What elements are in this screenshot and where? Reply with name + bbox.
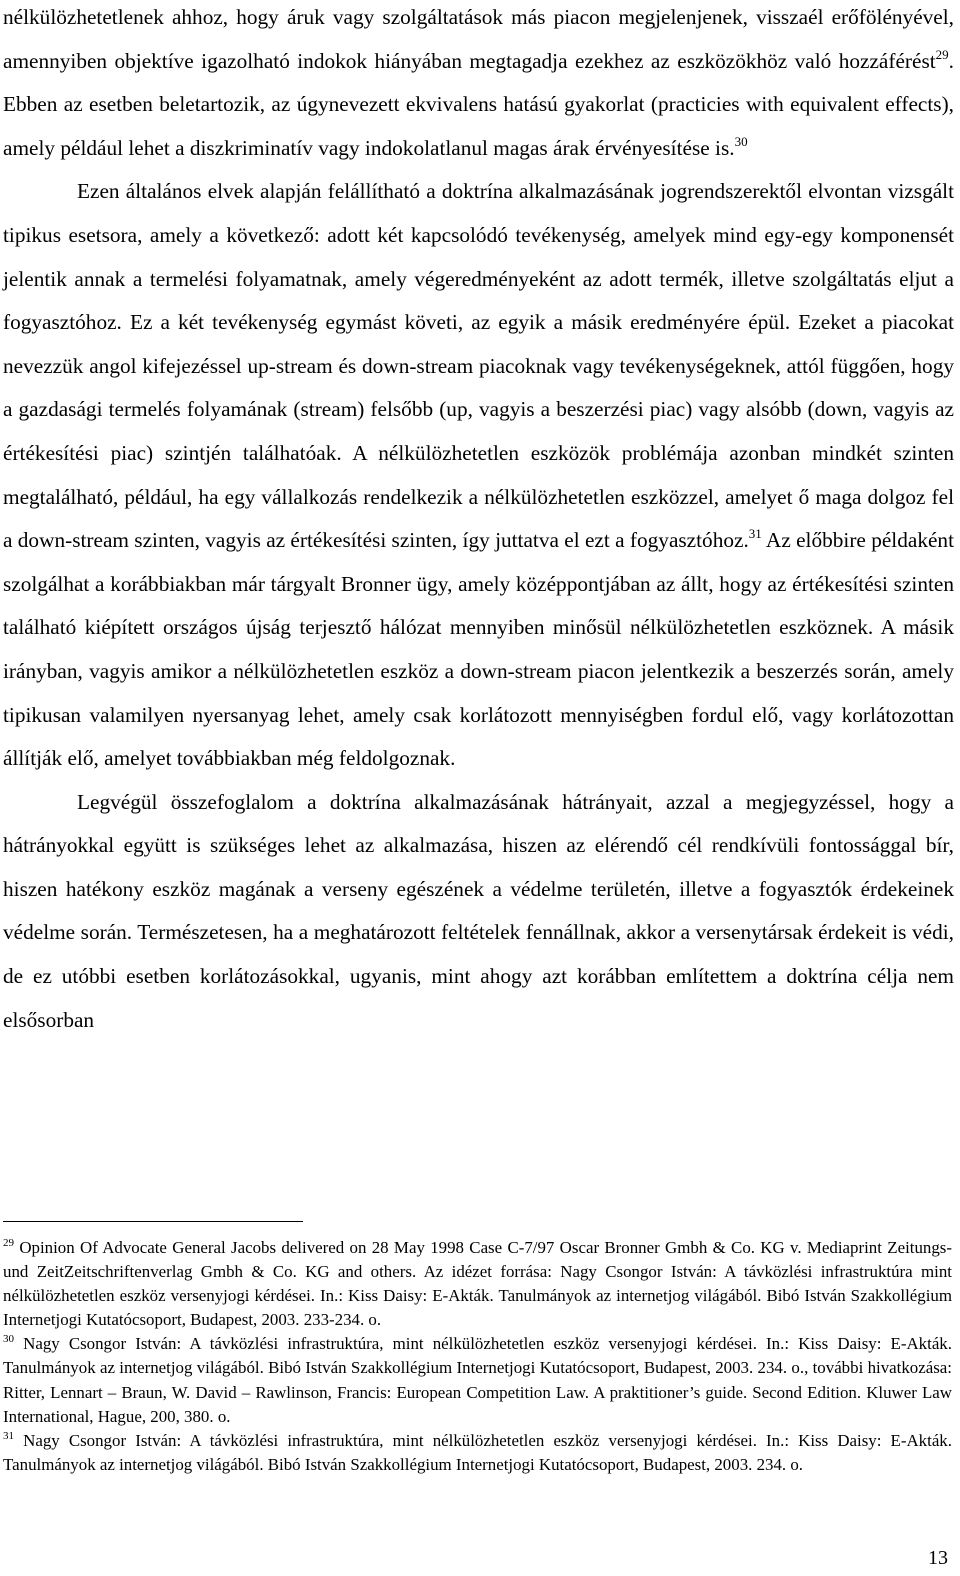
footnote-31	[3, 1429, 952, 1477]
paragraph-2	[3, 170, 954, 780]
footnote-number: 30	[3, 1333, 14, 1346]
footnote-text: Opinion Of Advocate General Jacobs delivered on 28 May 1998 Case C-7/97 Oscar Bronner Gmbh & Co. KG v. Mediaprint Zeitungs- und ZeitZeitschriftenverlag Gmbh & Co. KG and others. Az idézet forrása: Nagy Csongor István: A távközlési infrastruktúra mint nélkülözhetetlen eszköz versenyjogi kérdései. In.: Kiss Daisy: E-Akták. Tanulmányok az internetjog világából. Bibó István Szakkollégium Internetjogi Kutatócsoport, Budapest, 2003. 233-234. o.	[3, 1238, 952, 1330]
paragraph-1-text-b: . Ebben az esetben beletartozik, az úgynevezett ekvivalens hatású gyakorlat (practicies with equivalent effects), amely például lehet a diszkriminatív vagy indokolatlanul magas árak érvényesítése is.	[3, 48, 954, 160]
footnote-29	[3, 1236, 952, 1332]
paragraph-2-text-a: Ezen általános elvek alapján felállítható a doktrína alkalmazásának jogrendszerektől elvontan vizsgált tipikus esetsora, amely a következő: adott két kapcsolódó tevékenység, amelyek mind egy-egy komponensét jelentik annak a termelési folyamatnak, amely végeredményeként az adott termék, illetve szolgáltatás eljut a fogyasztóhoz. Ez a két tevékenység egymást követi, az egyik a másik eredményére épül. Ezeket a piacokat nevezzük angol kifejezéssel up-stream és down-stream piacoknak vagy tevékenységeknek, attól függően, hogy a gazdasági termelés folyamának (stream) felsőbb (up, vagyis a beszerzési piac) vagy alsóbb (down, vagyis az értékesítési piac) szintjén találhatóak. A nélkülözhetetlen eszközök problémája azonban mindkét szinten megtalálható, például, ha egy vállalkozás rendelkezik a nélkülözhetetlen eszközzel, amelyet ő maga dolgoz fel a down-stream szinten, vagyis az értékesítési szinten, így juttatva el ezt a fogyasztóhoz.	[3, 179, 954, 553]
footnote-separator	[3, 1221, 303, 1222]
footnote-text: Nagy Csongor István: A távközlési infrastruktúra, mint nélkülözhetetlen eszköz versenyjogi kérdései. In.: Kiss Daisy: E-Akták. Tanulmányok az internetjog világából. Bibó István Szakkollégium Internetjogi Kutatócsoport, Budapest, 2003. 234. o.	[3, 1430, 952, 1474]
footnote-30	[3, 1332, 952, 1428]
paragraph-3-text: Legvégül összefoglalom a doktrína alkalmazásának hátrányait, azzal a megjegyzéssel, hogy a hátrányokkal együtt is szükséges lehet az alkalmazása, hiszen az elérendő cél rendkívüli fontossággal bír, hiszen hatékony eszköz magának a verseny egészének a védelme területén, illetve a fogyasztók érdekeinek védelme során. Természetesen, ha a meghatározott feltételek fennállnak, akkor a versenytársak érdekeit is védi, de ez utóbbi esetben korlátozásokkal, ugyanis, mint ahogy azt korábban említettem a doktrína célja nem elsősorban	[3, 789, 954, 1032]
footnote-text: Nagy Csongor István: A távközlési infrastruktúra, mint nélkülözhetetlen eszköz versenyjogi kérdései. In.: Kiss Daisy: E-Akták. Tanulmányok az internetjog világából. Bibó István Szakkollégium Internetjogi Kutatócsoport, Budapest, 2003. 234. o., további hivatkozása: Ritter, Lennart – Braun, W. David – Rawlinson, Francis: European Competition Law. A praktitioner’s guide. Second Edition. Kluwer Law International, Hague, 200, 380. o.	[3, 1334, 952, 1426]
paragraph-1	[3, 0, 954, 170]
footnote-ref-29[interactable]: 29	[935, 46, 949, 62]
paragraph-3	[3, 781, 954, 1043]
paragraph-1-text-a: nélkülözhetetlenek ahhoz, hogy áruk vagy szolgáltatások más piacon megjelenjenek, visszaél erőfölényével, amennyiben objektíve igazolható indokok hiányában megtagadja ezekhez az eszközökhöz való hozzáférést	[3, 5, 954, 73]
footnote-number: 29	[3, 1237, 14, 1249]
body-text	[3, 0, 954, 1042]
footnote-ref-30[interactable]: 30	[734, 133, 748, 149]
document-page	[3, 0, 954, 1042]
paragraph-2-text-b: Az előbbire példaként szolgálhat a korábbiakban már tárgyalt Bronner ügy, amely középpontjában az állt, hogy az értékesítési szinten található kiépített országos újság terjesztő hálózat mennyiben minősül nélkülözhetetlen eszköznek. A másik irányban, vagyis amikor a nélkülözhetetlen eszköz a down-stream piacon jelentkezik a beszerzés során, amely tipikusan valamilyen nyersanyag lehet, amely csak korlátozott mennyiségben fordul elő, vagy korlátozottan állítják elő, amelyet továbbiakban még feldolgoznak.	[3, 528, 954, 771]
footnotes	[3, 1236, 952, 1477]
page-number: 13	[928, 1547, 948, 1569]
footnote-number: 31	[3, 1429, 14, 1442]
footnote-ref-31[interactable]: 31	[748, 526, 762, 542]
